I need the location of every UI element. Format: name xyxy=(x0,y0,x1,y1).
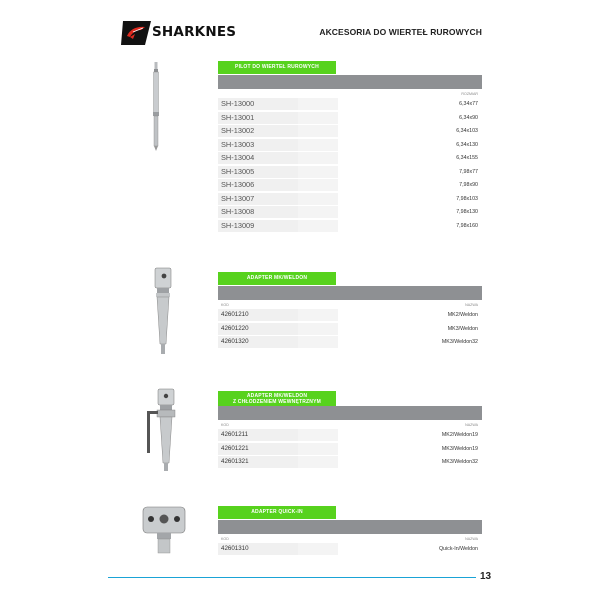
page-title: AKCESORIA DO WIERTEŁ RUROWYCH xyxy=(319,27,482,37)
table-row: SH-13001 6,34x90 xyxy=(218,112,482,125)
column-header-size: ROZMIAR xyxy=(461,92,478,96)
section-adapter-mk-weldon-tab: ADAPTER MK/WELDON xyxy=(218,272,336,285)
section-quick-in-header-bar xyxy=(218,520,482,534)
table-row: SH-13006 7,98x90 xyxy=(218,179,482,192)
table-row: SH-13003 6,34x130 xyxy=(218,139,482,152)
adapter-mk-weldon-image xyxy=(148,266,178,360)
table-row: SH-13008 7,98x130 xyxy=(218,206,482,219)
section-adapter-coolant-tab-line1: ADAPTER MK/WELDON xyxy=(246,393,308,399)
section-pilot-header-bar xyxy=(218,75,482,89)
section-adapter-coolant-column-headers xyxy=(218,421,482,429)
table-row: SH-13007 7,98x103 xyxy=(218,193,482,206)
column-header-code: KOD xyxy=(221,537,229,541)
table-row: SH-13002 6,34x103 xyxy=(218,125,482,138)
table-row: SH-13009 7,98x160 xyxy=(218,220,482,233)
column-header-code: KOD xyxy=(221,303,229,307)
table-row: 42601220 MK3/Weldon xyxy=(218,323,482,336)
adapter-quick-in-image xyxy=(141,503,187,555)
footer-divider xyxy=(108,577,476,578)
section-quick-in-column-headers xyxy=(218,535,482,543)
page-number: 13 xyxy=(480,571,492,582)
section-pilot-tab: PILOT DO WIERTEŁ RUROWYCH xyxy=(218,61,336,74)
column-header-name: NAZWA xyxy=(465,303,478,307)
section-adapter-coolant-tab-line2: Z CHŁODZENIEM WEWNĘTRZNYM xyxy=(232,399,322,405)
table-row: SH-13000 6,34x77 xyxy=(218,98,482,111)
section-adapter-mk-weldon-header-bar xyxy=(218,286,482,300)
brand-logo xyxy=(121,21,241,45)
table-row: 42601321 MK3/Weldon32 xyxy=(218,456,482,469)
table-row: SH-13005 7,98x77 xyxy=(218,166,482,179)
section-adapter-coolant-header-bar xyxy=(218,406,482,420)
table-row: 42601221 MK3/Weldon19 xyxy=(218,443,482,456)
table-row: 42601210 MK2/Weldon xyxy=(218,309,482,322)
column-header-code: KOD xyxy=(221,423,229,427)
pilot-pin-image xyxy=(150,60,162,152)
table-row: 42601310 Quick-In/Weldon xyxy=(218,543,482,556)
adapter-mk-weldon-coolant-image xyxy=(146,387,186,473)
table-row: 42601211 MK2/Weldon19 xyxy=(218,429,482,442)
section-quick-in-tab: ADAPTER QUICK-IN xyxy=(218,506,336,519)
section-pilot-column-headers xyxy=(218,90,482,98)
column-header-name: NAZWA xyxy=(465,537,478,541)
shark-logo-icon xyxy=(121,21,151,45)
table-row: SH-13004 6,34x155 xyxy=(218,152,482,165)
brand-name: SHARKNES xyxy=(152,24,237,40)
section-adapter-mk-weldon-column-headers xyxy=(218,301,482,309)
table-row: 42601320 MK3/Weldon32 xyxy=(218,336,482,349)
column-header-name: NAZWA xyxy=(465,423,478,427)
